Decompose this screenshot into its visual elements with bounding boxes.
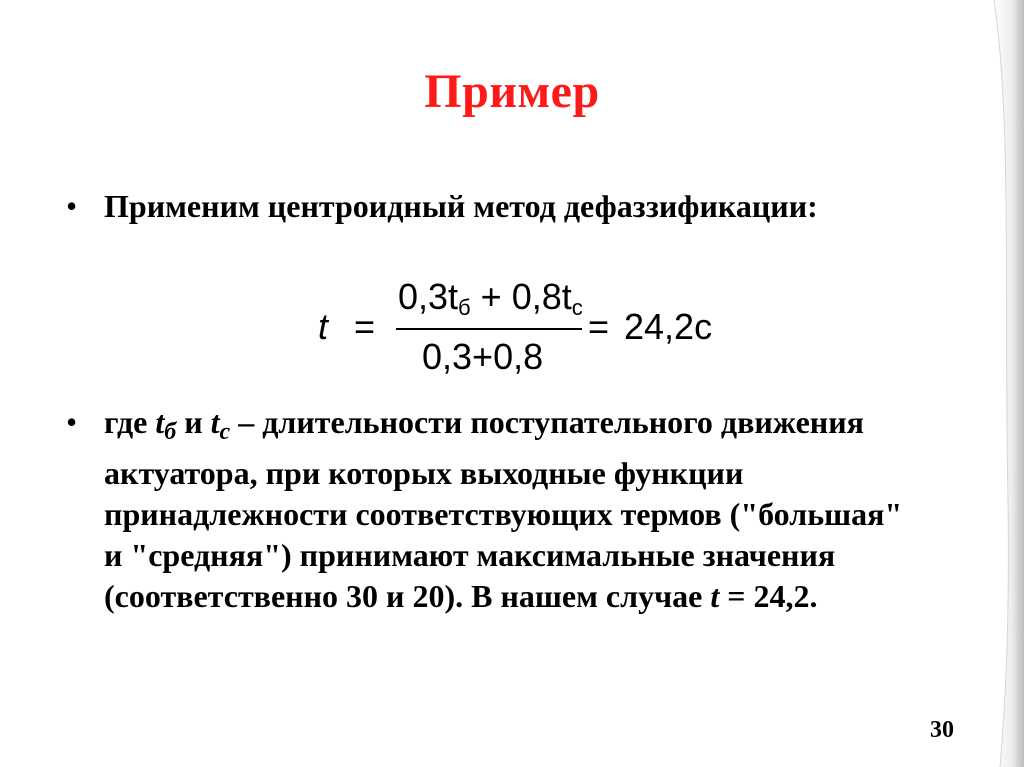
bullet2-and: и <box>176 404 211 440</box>
numerator-sub-b: с <box>571 295 583 320</box>
slide-title: Пример <box>424 65 600 118</box>
var-t-c-sub: с <box>219 419 231 445</box>
var-t-c: t <box>210 404 220 440</box>
bullet-marker-1: • <box>66 188 78 224</box>
centroid-formula <box>318 272 738 384</box>
page-number: 30 <box>930 717 954 743</box>
formula-lhs: t <box>318 306 329 347</box>
formula-equals-1: = <box>354 306 376 347</box>
var-t-b-sub: б <box>164 419 177 445</box>
formula-equals-2: = <box>588 306 610 347</box>
numerator-sub-a: б <box>458 295 471 320</box>
bullet-text-1: Применим центроидный метод дефаззификации: <box>104 188 818 224</box>
bullet2-part2: – длительности поступательного движения актуатора, при которых выходные функции принадлежности соответствующих термов ("большая" и "средняя") принимают максимальные значения (соответственно 30 и 20). В нашем случае <box>104 404 903 614</box>
fraction-bar <box>396 328 582 330</box>
numerator-plus: + <box>480 276 502 317</box>
bullet2-part3: = 24,2. <box>719 578 818 614</box>
bullet-marker-2: • <box>66 404 78 440</box>
bullet-text-2 <box>104 402 924 617</box>
numerator-term-a: 0,3t <box>398 276 459 317</box>
formula-result: 24,2с <box>624 306 713 347</box>
var-t: t <box>710 578 720 614</box>
formula-denominator: 0,3+0,8 <box>422 336 544 377</box>
numerator-term-b: 0,8t <box>511 276 572 317</box>
formula-numerator <box>398 276 583 321</box>
var-t-b: t <box>155 404 165 440</box>
bullet2-part1: где <box>104 404 156 440</box>
